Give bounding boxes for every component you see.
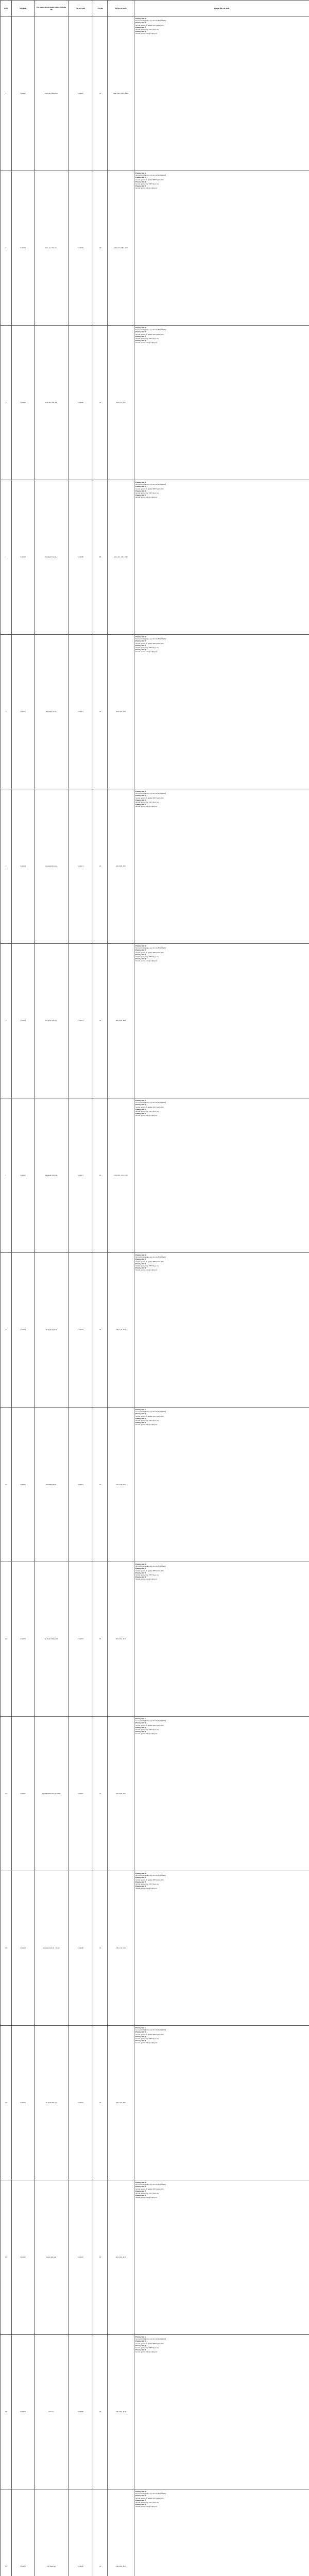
- pt-text: Xét kết quả thi tốt nghiệp THPT năm 2023: [135, 1878, 164, 1881]
- cell-ma-nganh: 7140218: [12, 1253, 35, 1408]
- cell-stt: 10: [1, 1408, 12, 1562]
- pt-heading: Phương thức 3: [135, 180, 146, 183]
- cell-chi-tieu: 60: [93, 1098, 108, 1253]
- pt-text: Xét kết quả học tập THPT (học bạ): [135, 801, 159, 804]
- cell-ma-xet-tuyen: 7140249: [68, 1871, 93, 2026]
- cell-phuong-thuc: [134, 2489, 309, 2576]
- cell-phuong-thuc: [134, 326, 309, 480]
- table-row: [1, 326, 309, 480]
- pt-heading: Phương thức 2: [135, 949, 146, 952]
- cell-ma-nganh: 7140212: [12, 789, 35, 944]
- cell-to-hop: C00, C19, C20: [108, 1871, 134, 2026]
- pt-heading: Phương thức 1: [135, 1563, 146, 1565]
- pt-text: Xét tuyển thẳng theo quy chế của Bộ GD&ĐT: [135, 2029, 166, 2031]
- pt-text: Xét kết quả thi tốt nghiệp THPT năm 2023: [135, 2342, 164, 2345]
- cell-ma-nganh: 7140202: [12, 171, 35, 326]
- table-row: [1, 1408, 309, 1562]
- table-row: [1, 1871, 309, 2026]
- cell-ma-xet-tuyen: 7140247: [68, 1717, 93, 1871]
- cell-ma-xet-tuyen: 7140209: [68, 480, 93, 635]
- cell-to-hop: C00, C03, D01, A00: [108, 171, 134, 326]
- header-ten-nganh: Tên ngành/ chuyên ngành/ chương trình đào tạo: [35, 1, 68, 16]
- cell-to-hop: T00, T01, T05: [108, 326, 134, 480]
- header-ma-xet-tuyen: Mã xét tuyển: [68, 1, 93, 16]
- cell-to-hop: A00, A01, A02: [108, 635, 134, 789]
- cell-ten-nganh: Ngôn ngữ Anh: [35, 2180, 68, 2335]
- pt-heading: Phương thức 1: [135, 2181, 146, 2183]
- cell-to-hop: B00, B03, B08: [108, 944, 134, 1098]
- table-row: [1, 480, 309, 635]
- pt-text: Xét kết quả thi tốt nghiệp THPT năm 2023: [135, 178, 164, 181]
- table-row: [1, 1717, 309, 1871]
- cell-stt: 17: [1, 2489, 12, 2576]
- pt-heading: Phương thức 2: [135, 1876, 146, 1879]
- pt-heading: Phương thức 3: [135, 1880, 146, 1883]
- pt-text: Xét kết quả học tập THPT (học bạ): [135, 1110, 159, 1113]
- pt-heading: Phương thức 3: [135, 1417, 146, 1419]
- cell-to-hop: A00, A01, D01: [108, 2026, 134, 2180]
- cell-ten-nganh: Sư phạm Lịch sử: [35, 1253, 68, 1408]
- pt-text: Xét tuyển thẳng theo quy chế của Bộ GD&ĐT: [135, 1256, 166, 1259]
- pt-text: Xét kết quả học tập THPT (học bạ): [135, 647, 159, 649]
- pt-heading: Phương thức 4: [135, 958, 146, 960]
- pt-heading: Phương thức 3: [135, 26, 146, 28]
- pt-heading: Phương thức 3: [135, 953, 146, 956]
- table-row: [1, 1253, 309, 1408]
- pt-heading: Phương thức 2: [135, 1104, 146, 1106]
- cell-stt: 3: [1, 326, 12, 480]
- header-ma-nganh: Mã ngành: [12, 1, 35, 16]
- header-phuong-thuc: Phương thức xét tuyển: [134, 1, 309, 16]
- cell-stt: 2: [1, 171, 12, 326]
- pt-text: Xét kết quả thi đánh giá năng lực: [135, 960, 158, 962]
- pt-heading: Phương thức 4: [135, 1731, 146, 1733]
- pt-text: Xét tuyển thẳng theo quy chế của Bộ GD&ĐT: [135, 638, 166, 640]
- cell-ma-nganh: 7220201: [12, 2180, 35, 2335]
- pt-text: Xét kết quả học tập THPT (học bạ): [135, 2192, 159, 2195]
- table-row: [1, 1098, 309, 1253]
- pt-text: Xét kết quả học tập THPT (học bạ): [135, 1419, 159, 1422]
- pt-heading: Phương thức 3: [135, 2344, 146, 2347]
- pt-text: Xét kết quả học tập THPT (học bạ): [135, 1574, 159, 1577]
- cell-stt: 7: [1, 944, 12, 1098]
- pt-text: Xét kết quả thi đánh giá năng lực: [135, 1578, 158, 1581]
- cell-stt: 4: [1, 480, 12, 635]
- pt-heading: Phương thức 1: [135, 172, 146, 174]
- pt-heading: Phương thức 1: [135, 2027, 146, 2029]
- cell-ma-xet-tuyen: 7310630: [68, 2489, 93, 2576]
- cell-ma-xet-tuyen: 7140231: [68, 1562, 93, 1717]
- cell-ma-xet-tuyen: 7140217: [68, 1098, 93, 1253]
- pt-text: Xét tuyển thẳng theo quy chế của Bộ GD&ĐT: [135, 20, 166, 22]
- pt-heading: Phương thức 2: [135, 331, 146, 333]
- pt-heading: Phương thức 4: [135, 1576, 146, 1579]
- cell-chi-tieu: 20: [93, 1408, 108, 1562]
- pt-text: Xét kết quả thi tốt nghiệp THPT năm 2023: [135, 1569, 164, 1572]
- pt-text: Xét kết quả thi đánh giá năng lực: [135, 2196, 158, 2199]
- pt-heading: Phương thức 4: [135, 803, 146, 806]
- cell-stt: 1: [1, 16, 12, 171]
- pt-text: Xét kết quả thi tốt nghiệp THPT năm 2023: [135, 487, 164, 490]
- pt-text: Xét tuyển thẳng theo quy chế của Bộ GD&ĐT: [135, 174, 166, 177]
- pt-heading: Phương thức 1: [135, 481, 146, 483]
- pt-heading: Phương thức 3: [135, 2035, 146, 2038]
- cell-ma-nganh: 7229030: [12, 2335, 35, 2489]
- pt-text: Xét kết quả thi tốt nghiệp THPT năm 2023: [135, 1260, 164, 1263]
- cell-to-hop: C00, C03, D14: [108, 1253, 134, 1408]
- pt-heading: Phương thức 1: [135, 18, 146, 20]
- cell-chi-tieu: 120: [93, 171, 108, 326]
- pt-text: Xét tuyển thẳng theo quy chế của Bộ GD&ĐT: [135, 1101, 166, 1104]
- cell-ma-xet-tuyen: 7140211: [68, 635, 93, 789]
- pt-text: Xét kết quả thi đánh giá năng lực: [135, 651, 158, 653]
- cell-ma-xet-tuyen: 7140201: [68, 16, 93, 171]
- cell-stt: 8: [1, 1098, 12, 1253]
- cell-chi-tieu: 30: [93, 16, 108, 171]
- cell-to-hop: A00, A01, D01, D07: [108, 480, 134, 635]
- cell-to-hop: C00, C04, D15: [108, 1408, 134, 1562]
- cell-stt: 14: [1, 2026, 12, 2180]
- cell-to-hop: D01, D14, D15: [108, 1562, 134, 1717]
- pt-text: Xét kết quả thi đánh giá năng lực: [135, 2042, 158, 2044]
- pt-text: Xét kết quả thi tốt nghiệp THPT năm 2023: [135, 1724, 164, 1726]
- cell-chi-tieu: 30: [93, 1717, 108, 1871]
- cell-phuong-thuc: [134, 1098, 309, 1253]
- pt-text: Xét tuyển thẳng theo quy chế của Bộ GD&ĐT: [135, 1565, 166, 1568]
- pt-text: Xét kết quả học tập THPT (học bạ): [135, 1883, 159, 1886]
- pt-heading: Phương thức 2: [135, 1722, 146, 1724]
- pt-heading: Phương thức 3: [135, 644, 146, 647]
- cell-phuong-thuc: [134, 480, 309, 635]
- cell-ten-nganh: Giáo dục Tiểu học: [35, 171, 68, 326]
- pt-heading: Phương thức 4: [135, 185, 146, 188]
- pt-heading: Phương thức 1: [135, 945, 146, 947]
- pt-heading: Phương thức 2: [135, 485, 146, 488]
- cell-phuong-thuc: [134, 2026, 309, 2180]
- cell-ma-xet-tuyen: 7140210: [68, 2026, 93, 2180]
- pt-heading: Phương thức 4: [135, 1112, 146, 1115]
- pt-text: Xét tuyển thẳng theo quy chế của Bộ GD&ĐT: [135, 2338, 166, 2341]
- cell-chi-tieu: 60: [93, 1562, 108, 1717]
- cell-ma-nganh: 7140211: [12, 635, 35, 789]
- pt-heading: Phương thức 2: [135, 640, 146, 642]
- pt-text: Xét kết quả thi đánh giá năng lực: [135, 2505, 158, 2508]
- pt-heading: Phương thức 2: [135, 22, 146, 24]
- pt-heading: Phương thức 4: [135, 1267, 146, 1269]
- pt-heading: Phương thức 3: [135, 2499, 146, 2501]
- cell-stt: 15: [1, 2180, 12, 2335]
- cell-chi-tieu: 20: [93, 326, 108, 480]
- pt-heading: Phương thức 4: [135, 649, 146, 651]
- pt-heading: Phương thức 3: [135, 1108, 146, 1110]
- pt-text: Xét tuyển thẳng theo quy chế của Bộ GD&ĐT: [135, 1411, 166, 1413]
- pt-text: Xét kết quả thi tốt nghiệp THPT năm 2023: [135, 2188, 164, 2190]
- cell-ma-xet-tuyen: 7140202: [68, 171, 93, 326]
- pt-text: Xét kết quả học tập THPT (học bạ): [135, 492, 159, 495]
- pt-heading: Phương thức 1: [135, 1872, 146, 1874]
- pt-text: Xét kết quả thi đánh giá năng lực: [135, 2351, 158, 2353]
- pt-text: Xét kết quả học tập THPT (học bạ): [135, 28, 159, 31]
- table-row: [1, 944, 309, 1098]
- cell-ma-nganh: 7140231: [12, 1562, 35, 1717]
- cell-stt: 11: [1, 1562, 12, 1717]
- pt-text: Xét kết quả học tập THPT (học bạ): [135, 337, 159, 340]
- cell-phuong-thuc: [134, 1253, 309, 1408]
- table-row: [1, 2180, 309, 2335]
- cell-chi-tieu: 20: [93, 2026, 108, 2180]
- cell-chi-tieu: 30: [93, 2335, 108, 2489]
- cell-chi-tieu: 20: [93, 1253, 108, 1408]
- cell-ma-nganh: 7140219: [12, 1408, 35, 1562]
- pt-heading: Phương thức 4: [135, 2040, 146, 2042]
- cell-ma-nganh: 7140209: [12, 480, 35, 635]
- cell-phuong-thuc: [134, 16, 309, 171]
- pt-text: Xét tuyển thẳng theo quy chế của Bộ GD&ĐT: [135, 1874, 166, 1877]
- header-to-hop: Tổ hợp xét tuyển: [108, 1, 134, 16]
- pt-text: Xét kết quả thi đánh giá năng lực: [135, 32, 158, 35]
- cell-phuong-thuc: [134, 171, 309, 326]
- cell-to-hop: D01, D14, D15: [108, 2180, 134, 2335]
- pt-heading: Phương thức 1: [135, 2490, 146, 2493]
- pt-heading: Phương thức 4: [135, 494, 146, 497]
- table-row: [1, 2489, 309, 2576]
- cell-phuong-thuc: [134, 1871, 309, 2026]
- pt-text: Xét kết quả thi đánh giá năng lực: [135, 1887, 158, 1890]
- table-row: [1, 16, 309, 171]
- cell-ma-nganh: 7140206: [12, 326, 35, 480]
- pt-text: Xét kết quả thi đánh giá năng lực: [135, 1423, 158, 1426]
- pt-text: Xét kết quả thi đánh giá năng lực: [135, 805, 158, 808]
- cell-stt: 6: [1, 789, 12, 944]
- pt-heading: Phương thức 1: [135, 327, 146, 329]
- table-row: [1, 1562, 309, 1717]
- cell-ten-nganh: Việt Nam học: [35, 2489, 68, 2576]
- table-row: [1, 789, 309, 944]
- pt-heading: Phương thức 2: [135, 176, 146, 179]
- cell-to-hop: A00, B00, D07: [108, 789, 134, 944]
- cell-to-hop: M00, M01, M05, M09: [108, 16, 134, 171]
- cell-ten-nganh: Sư phạm Sinh học: [35, 944, 68, 1098]
- cell-chi-tieu: 20: [93, 789, 108, 944]
- cell-ma-xet-tuyen: 7220201: [68, 2180, 93, 2335]
- cell-ma-xet-tuyen: 7140212: [68, 789, 93, 944]
- pt-heading: Phương thức 1: [135, 790, 146, 792]
- cell-phuong-thuc: [134, 635, 309, 789]
- pt-heading: Phương thức 2: [135, 1413, 146, 1415]
- cell-phuong-thuc: [134, 2180, 309, 2335]
- pt-text: Xét kết quả thi đánh giá năng lực: [135, 342, 158, 344]
- pt-heading: Phương thức 1: [135, 1409, 146, 1411]
- cell-chi-tieu: 20: [93, 635, 108, 789]
- cell-chi-tieu: 80: [93, 480, 108, 635]
- cell-phuong-thuc: [134, 2335, 309, 2489]
- cell-ma-nganh: 7140201: [12, 16, 35, 171]
- cell-ma-nganh: 7140217: [12, 1098, 35, 1253]
- pt-text: Xét kết quả học tập THPT (học bạ): [135, 2038, 159, 2040]
- pt-heading: Phương thức 1: [135, 1099, 146, 1101]
- cell-ten-nganh: Giáo dục Mầm non: [35, 16, 68, 171]
- header-stt: Số TT: [1, 1, 12, 16]
- pt-text: Xét kết quả học tập THPT (học bạ): [135, 2501, 159, 2504]
- cell-ma-xet-tuyen: 7140213: [68, 944, 93, 1098]
- cell-chi-tieu: 80: [93, 2180, 108, 2335]
- pt-text: Xét kết quả thi đánh giá năng lực: [135, 187, 158, 190]
- cell-ten-nganh: Sư phạm Khoa học tự nhiên: [35, 1717, 68, 1871]
- pt-text: Xét kết quả học tập THPT (học bạ): [135, 956, 159, 958]
- cell-ma-xet-tuyen: 7229030: [68, 2335, 93, 2489]
- pt-heading: Phương thức 3: [135, 799, 146, 801]
- pt-heading: Phương thức 3: [135, 1571, 146, 1574]
- table-row: [1, 2335, 309, 2489]
- cell-stt: 5: [1, 635, 12, 789]
- cell-ma-xet-tuyen: 7140206: [68, 326, 93, 480]
- header-chi-tieu: Chỉ tiêu: [93, 1, 108, 16]
- pt-heading: Phương thức 4: [135, 1885, 146, 1888]
- pt-text: Xét kết quả thi tốt nghiệp THPT năm 2023: [135, 2497, 164, 2499]
- cell-stt: 12: [1, 1717, 12, 1871]
- pt-text: Xét kết quả thi tốt nghiệp THPT năm 2023: [135, 333, 164, 335]
- table-row: [1, 635, 309, 789]
- cell-ma-nganh: 7140247: [12, 1717, 35, 1871]
- pt-heading: Phương thức 2: [135, 794, 146, 797]
- pt-text: Xét kết quả thi tốt nghiệp THPT năm 2023: [135, 24, 164, 26]
- pt-heading: Phương thức 4: [135, 2503, 146, 2506]
- cell-ma-nganh: 7140249: [12, 1871, 35, 2026]
- pt-heading: Phương thức 3: [135, 2190, 146, 2192]
- pt-heading: Phương thức 2: [135, 2340, 146, 2343]
- pt-text: Xét kết quả thi đánh giá năng lực: [135, 496, 158, 499]
- cell-to-hop: C00, D01, D14: [108, 2335, 134, 2489]
- pt-text: Xét kết quả học tập THPT (học bạ): [135, 2347, 159, 2349]
- cell-to-hop: A00, B00, D07: [108, 1717, 134, 1871]
- pt-heading: Phương thức 4: [135, 1421, 146, 1424]
- cell-ten-nganh: Sư phạm Địa lý: [35, 1408, 68, 1562]
- pt-heading: Phương thức 2: [135, 1258, 146, 1261]
- pt-text: Xét kết quả học tập THPT (học bạ): [135, 183, 159, 185]
- cell-ten-nganh: Sư phạm Tin học: [35, 2026, 68, 2180]
- pt-text: Xét kết quả thi tốt nghiệp THPT năm 2023: [135, 796, 164, 799]
- pt-heading: Phương thức 4: [135, 2194, 146, 2197]
- cell-ma-xet-tuyen: 7140219: [68, 1408, 93, 1562]
- pt-heading: Phương thức 2: [135, 1567, 146, 1570]
- cell-chi-tieu: 30: [93, 1871, 108, 2026]
- cell-chi-tieu: 30: [93, 2489, 108, 2576]
- cell-ten-nganh: Sư phạm Tiếng Anh: [35, 1562, 68, 1717]
- pt-text: Xét tuyển thẳng theo quy chế của Bộ GD&ĐT: [135, 2493, 166, 2495]
- cell-ten-nganh: Sư phạm Vật lý: [35, 635, 68, 789]
- table-row: [1, 2026, 309, 2180]
- cell-ma-nganh: 7310630: [12, 2489, 35, 2576]
- pt-text: Xét tuyển thẳng theo quy chế của Bộ GD&ĐT: [135, 947, 166, 950]
- pt-text: Xét tuyển thẳng theo quy chế của Bộ GD&ĐT: [135, 329, 166, 331]
- cell-ten-nganh: Văn học: [35, 2335, 68, 2489]
- pt-heading: Phương thức 1: [135, 1718, 146, 1720]
- cell-ma-nganh: 7140213: [12, 944, 35, 1098]
- cell-phuong-thuc: [134, 1562, 309, 1717]
- pt-heading: Phương thức 4: [135, 340, 146, 342]
- pt-text: Xét kết quả thi tốt nghiệp THPT năm 2023: [135, 1106, 164, 1108]
- pt-text: Xét tuyển thẳng theo quy chế của Bộ GD&ĐT: [135, 792, 166, 795]
- pt-text: Xét kết quả thi đánh giá năng lực: [135, 1269, 158, 1272]
- cell-stt: 13: [1, 1871, 12, 2026]
- cell-chi-tieu: 20: [93, 944, 108, 1098]
- cell-ten-nganh: Sư phạm Ngữ văn: [35, 1098, 68, 1253]
- cell-phuong-thuc: [134, 944, 309, 1098]
- pt-heading: Phương thức 3: [135, 1262, 146, 1265]
- cell-ten-nganh: Sư phạm Toán học: [35, 480, 68, 635]
- pt-heading: Phương thức 1: [135, 2336, 146, 2338]
- pt-heading: Phương thức 2: [135, 2495, 146, 2497]
- cell-to-hop: C00, D01, D15: [108, 2489, 134, 2576]
- pt-text: Xét kết quả thi đánh giá năng lực: [135, 1733, 158, 1735]
- pt-text: Xét tuyển thẳng theo quy chế của Bộ GD&ĐT: [135, 1720, 166, 1722]
- cell-ten-nganh: Sư phạm Hóa học: [35, 789, 68, 944]
- pt-text: Xét kết quả học tập THPT (học bạ): [135, 1728, 159, 1731]
- cell-to-hop: C00, D01, D14, D15: [108, 1098, 134, 1253]
- table-row: [1, 171, 309, 326]
- pt-text: Xét kết quả thi tốt nghiệp THPT năm 2023: [135, 642, 164, 645]
- cell-ma-xet-tuyen: 7140218: [68, 1253, 93, 1408]
- pt-text: Xét kết quả học tập THPT (học bạ): [135, 1265, 159, 1267]
- pt-heading: Phương thức 3: [135, 489, 146, 492]
- pt-text: Xét tuyển thẳng theo quy chế của Bộ GD&ĐT: [135, 483, 166, 486]
- cell-ma-nganh: 7140210: [12, 2026, 35, 2180]
- cell-stt: 16: [1, 2335, 12, 2489]
- pt-text: Xét kết quả thi đánh giá năng lực: [135, 1114, 158, 1117]
- table-header: [1, 1, 309, 16]
- pt-text: Xét kết quả thi tốt nghiệp THPT năm 2023: [135, 951, 164, 954]
- pt-text: Xét kết quả thi tốt nghiệp THPT năm 2023: [135, 2033, 164, 2036]
- cell-phuong-thuc: [134, 789, 309, 944]
- pt-heading: Phương thức 3: [135, 335, 146, 337]
- pt-heading: Phương thức 3: [135, 1726, 146, 1728]
- pt-heading: Phương thức 4: [135, 2349, 146, 2351]
- pt-heading: Phương thức 2: [135, 2185, 146, 2188]
- pt-text: Xét tuyển thẳng theo quy chế của Bộ GD&ĐT: [135, 2183, 166, 2186]
- pt-text: Xét kết quả thi tốt nghiệp THPT năm 2023: [135, 1415, 164, 1417]
- cell-phuong-thuc: [134, 1408, 309, 1562]
- pt-heading: Phương thức 2: [135, 2031, 146, 2033]
- pt-heading: Phương thức 1: [135, 636, 146, 638]
- cell-phuong-thuc: [134, 1717, 309, 1871]
- cell-stt: 9: [1, 1253, 12, 1408]
- pt-heading: Phương thức 1: [135, 1254, 146, 1256]
- cell-ten-nganh: Giáo dục Thể chất: [35, 326, 68, 480]
- cell-ten-nganh: Sư phạm Lịch sử - Địa lý: [35, 1871, 68, 2026]
- pt-heading: Phương thức 4: [135, 30, 146, 33]
